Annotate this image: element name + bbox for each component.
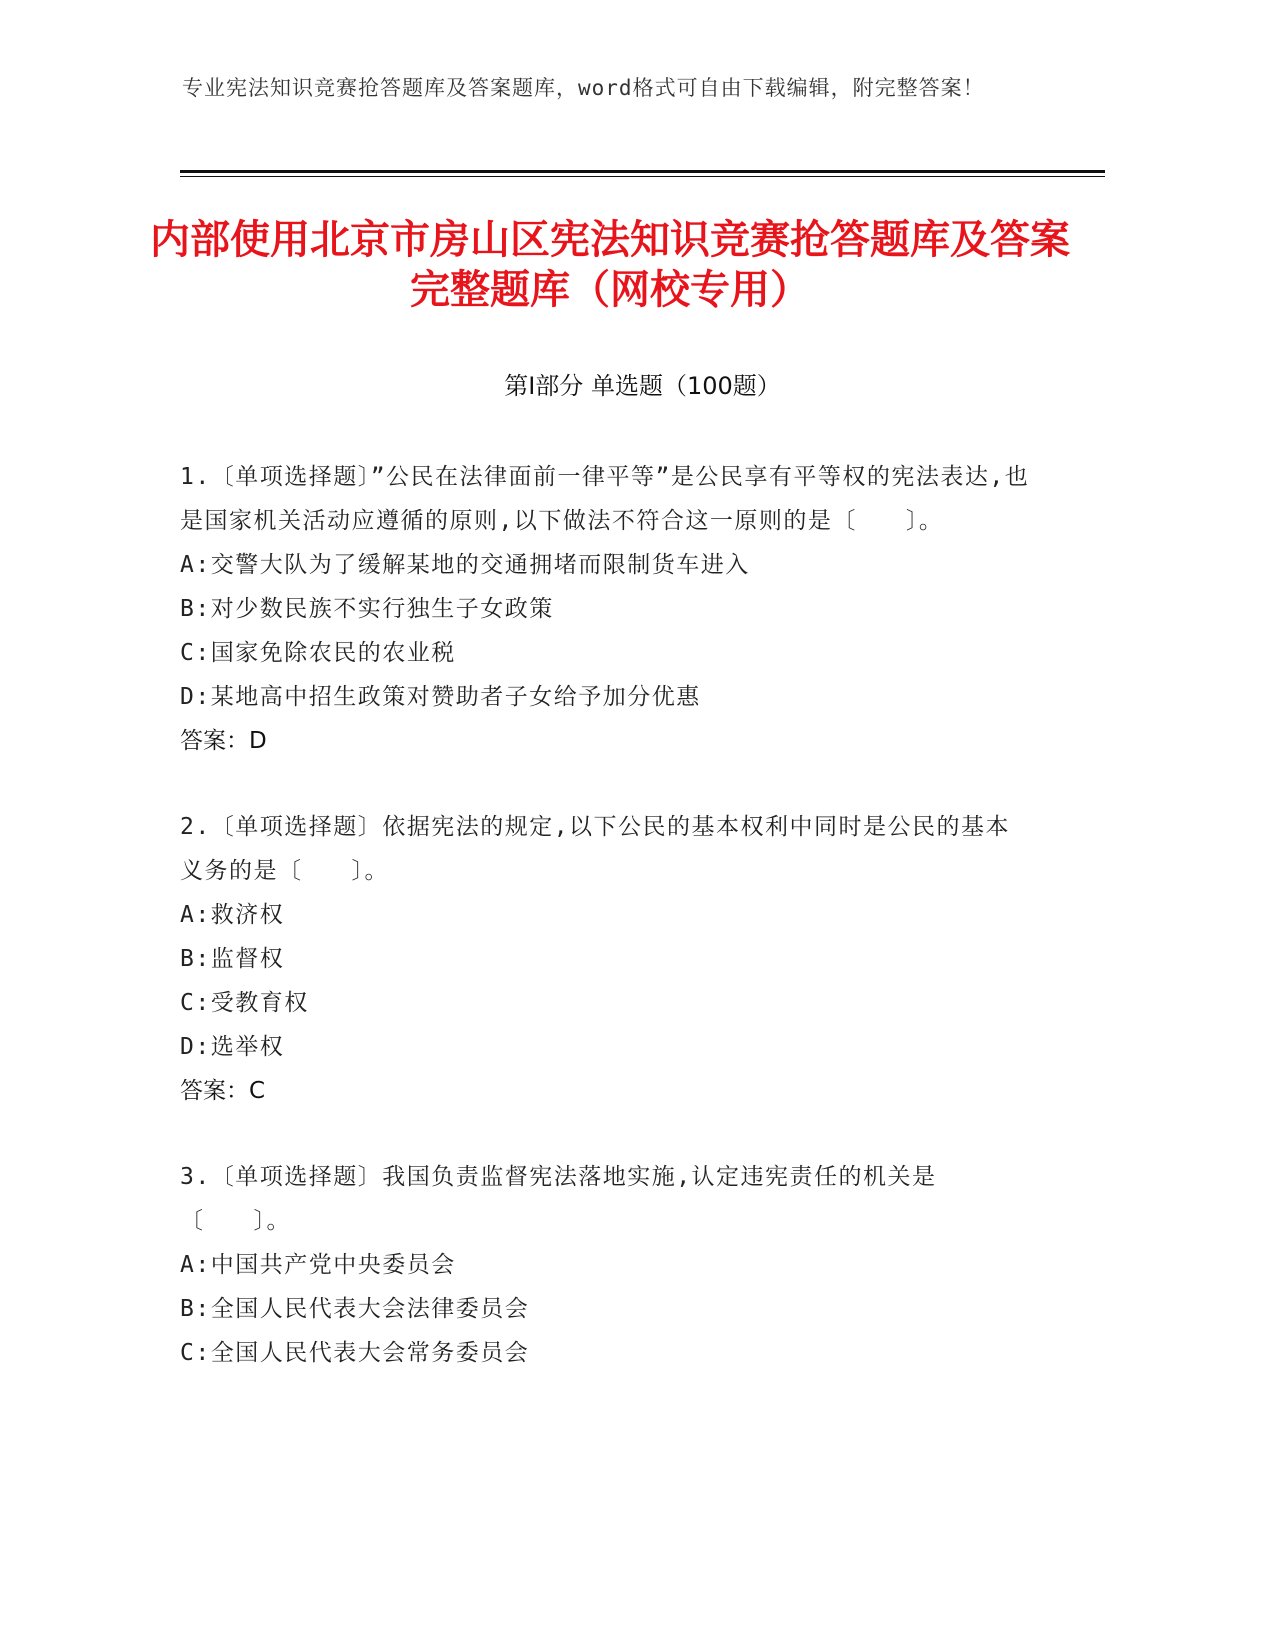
question-list [180, 455, 1030, 1417]
question-3 [180, 1155, 1030, 1375]
header-rule-thin [180, 176, 1105, 177]
answer: 答案：D [180, 728, 267, 754]
option-a: A:中国共产党中央委员会 [180, 1252, 456, 1278]
answer: 答案：C [180, 1078, 266, 1104]
option-b: B:对少数民族不实行独生子女政策 [180, 596, 554, 622]
option-c: C:受教育权 [180, 990, 309, 1016]
option-c: C:国家免除农民的农业税 [180, 640, 456, 666]
section-title: 第Ⅰ部分 单选题（100题） [504, 372, 781, 400]
option-c: C:全国人民代表大会常务委员会 [180, 1340, 530, 1366]
option-b: B:监督权 [180, 946, 285, 972]
option-d: D:某地高中招生政策对赞助者子女给予加分优惠 [180, 684, 701, 710]
header-rule-thick [180, 170, 1105, 173]
option-d: D:选举权 [180, 1034, 285, 1060]
header-note: 专业宪法知识竞赛抢答题库及答案题库，word格式可自由下载编辑，附完整答案！ [182, 76, 985, 100]
option-a: A:交警大队为了缓解某地的交通拥堵而限制货车进入 [180, 552, 750, 578]
question-stem: 1.〔单项选择题〕”公民在法律面前一律平等”是公民享有平等权的宪法表达,也是国家机关活动应遵循的原则,以下做法不符合这一原则的是〔 〕。 [180, 464, 1030, 534]
question-stem: 3.〔单项选择题〕我国负责监督宪法落地实施,认定违宪责任的机关是〔 〕。 [180, 1164, 937, 1234]
question-1 [180, 455, 1030, 763]
question-2 [180, 805, 1030, 1113]
question-stem: 2.〔单项选择题〕依据宪法的规定,以下公民的基本权利中同时是公民的基本义务的是〔 〕。 [180, 814, 1011, 884]
document-title: 内部使用北京市房山区宪法知识竞赛抢答题库及答案完整题库（网校专用） [150, 217, 1070, 313]
option-b: B:全国人民代表大会法律委员会 [180, 1296, 530, 1322]
option-a: A:救济权 [180, 902, 285, 928]
